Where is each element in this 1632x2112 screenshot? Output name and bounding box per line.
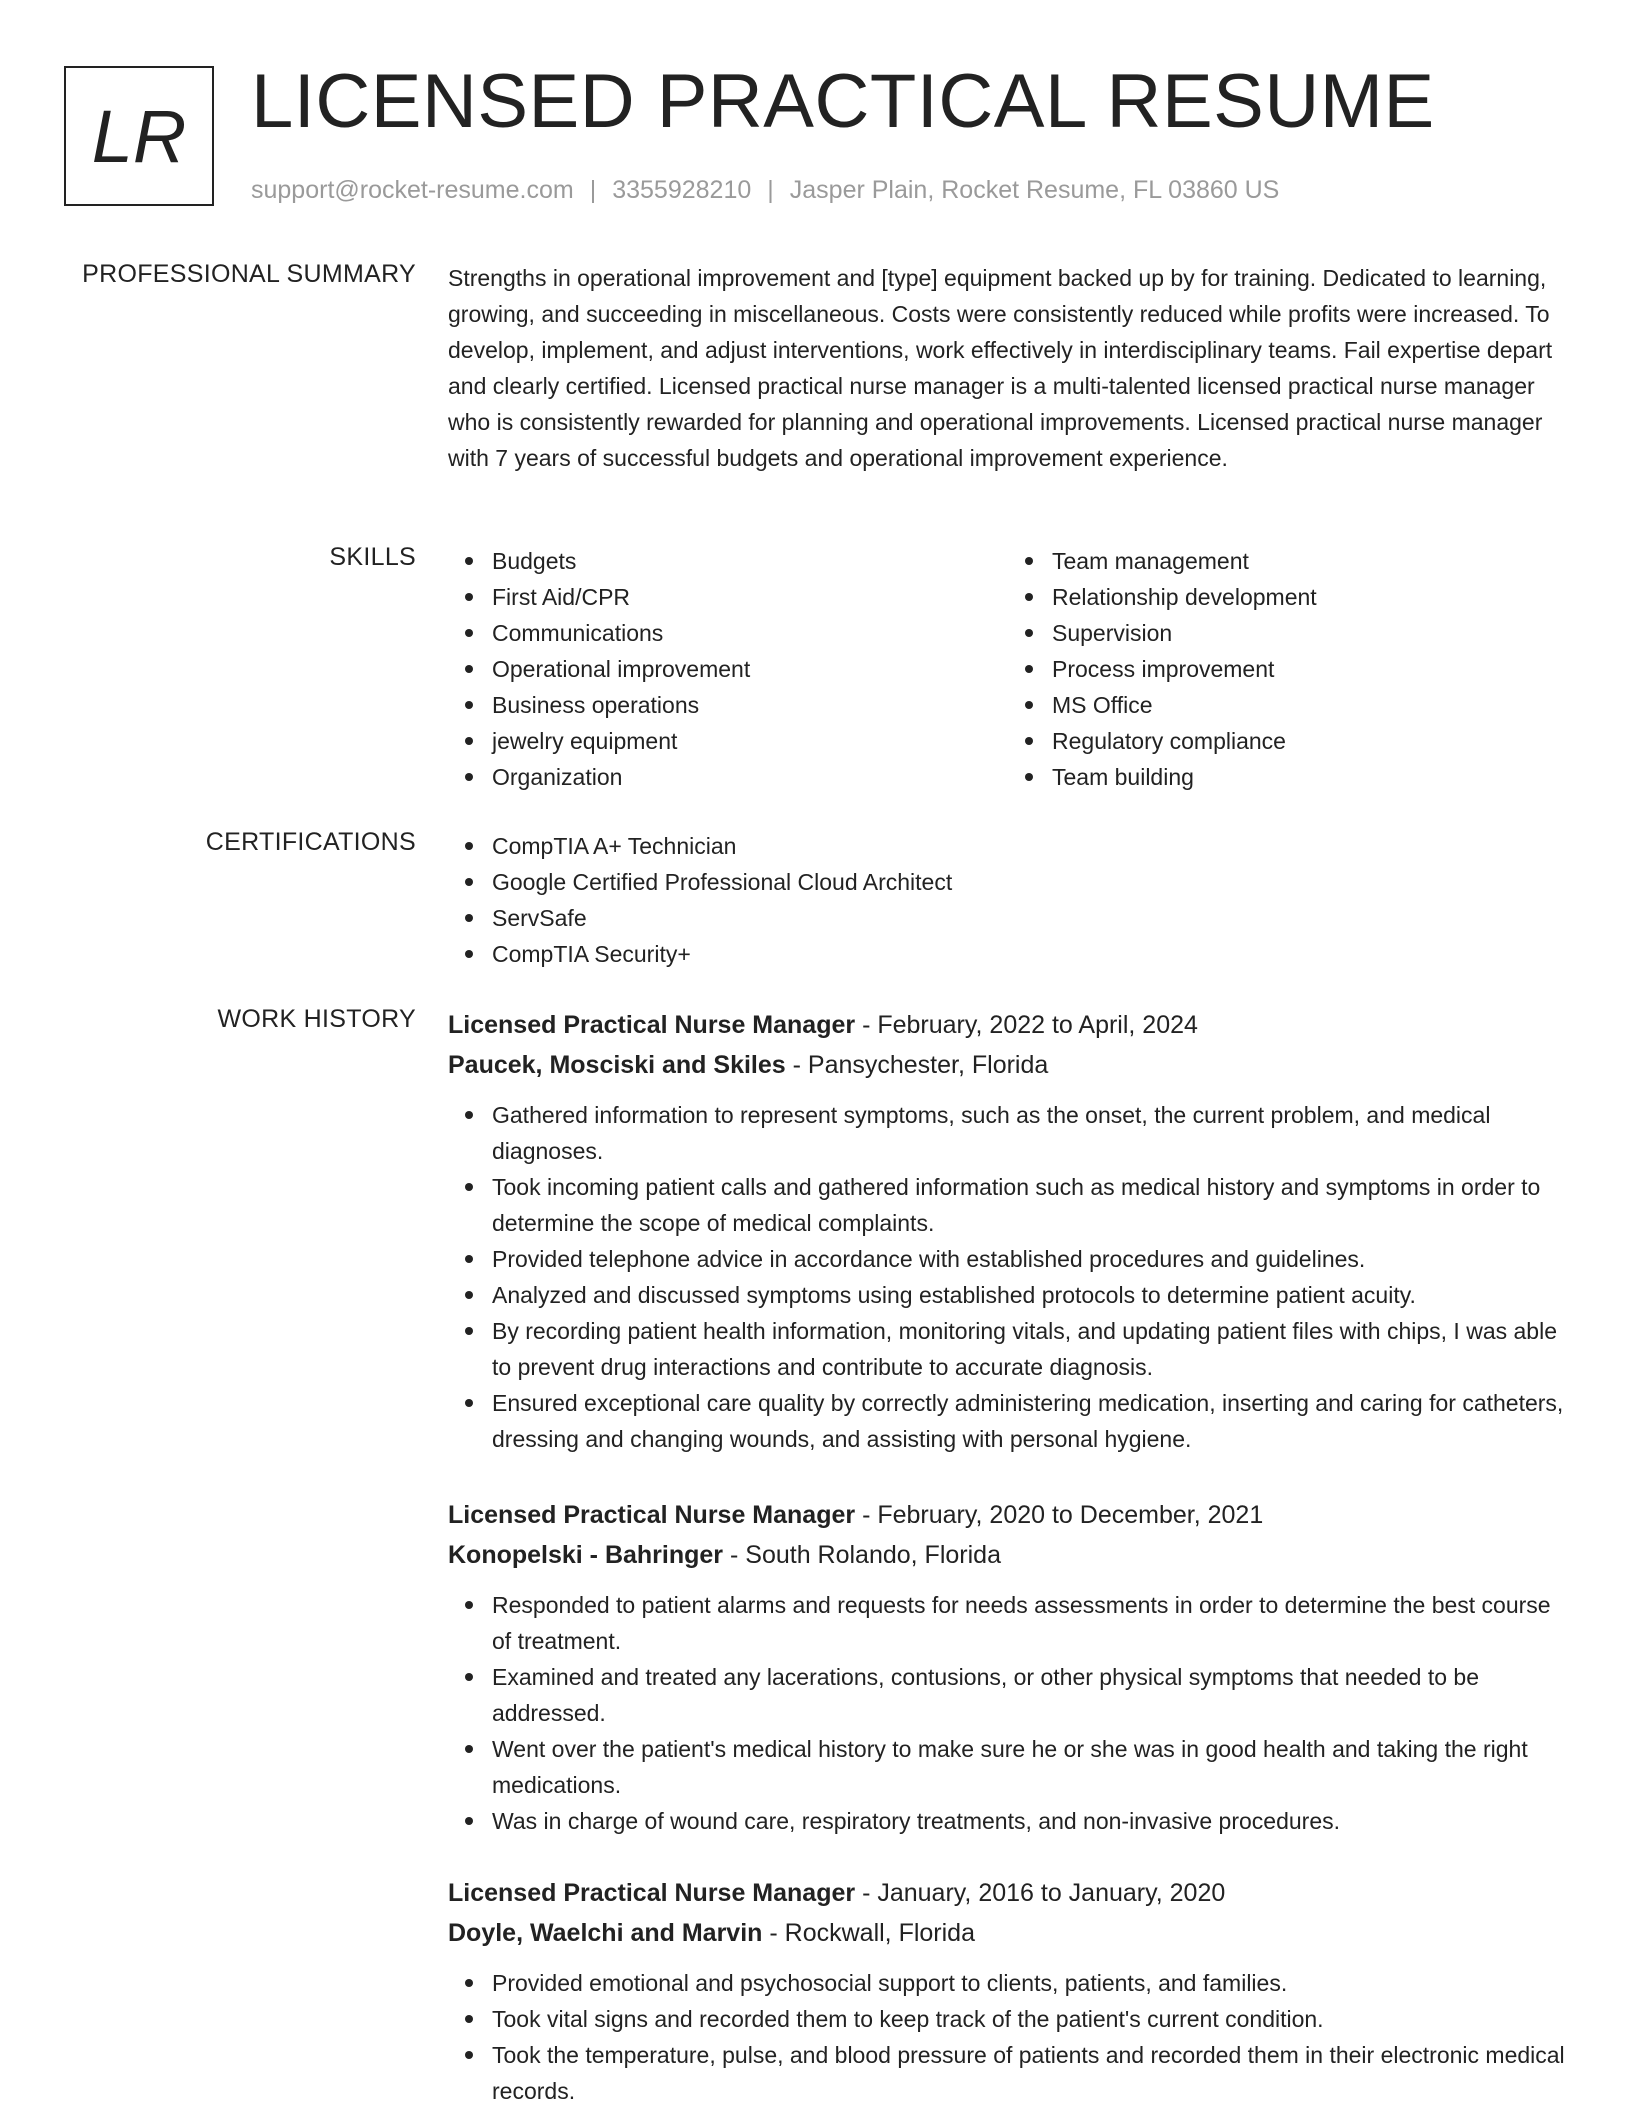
contact-email[interactable]: support@rocket-resume.com bbox=[251, 176, 574, 204]
job-duty: Examined and treated any lacerations, contusions, or other physical symptoms that needed to be addressed. bbox=[492, 1659, 1568, 1731]
job-dates: - January, 2016 to January, 2020 bbox=[855, 1879, 1226, 1907]
job-duty: Ensured exceptional care quality by correctly administering medication, inserting and caring for catheters, dressing and changing wounds, and assisting with personal hygiene. bbox=[492, 1385, 1568, 1457]
job-duty: By recording patient health information, monitoring vitals, and updating patient files with chips, I was able to prevent drug interactions and contribute to accurate diagnosis. bbox=[492, 1313, 1568, 1385]
work-history-heading: WORK HISTORY bbox=[217, 1005, 416, 1033]
certifications-list bbox=[448, 828, 1568, 972]
job-duty: Provided telephone advice in accordance with established procedures and guidelines. bbox=[492, 1241, 1568, 1277]
job-title: Licensed Practical Nurse Manager bbox=[448, 1879, 856, 1907]
job-title-line bbox=[448, 1005, 1568, 1045]
job-duty: Gathered information to represent symptoms, such as the onset, the current problem, and medical diagnoses. bbox=[492, 1097, 1568, 1169]
skill-item: Relationship development bbox=[1052, 579, 1568, 615]
certifications-heading: CERTIFICATIONS bbox=[205, 828, 416, 856]
job-dates: - February, 2020 to December, 2021 bbox=[855, 1501, 1264, 1529]
job-duties-list bbox=[448, 1097, 1568, 1457]
skill-item: Business operations bbox=[492, 687, 1008, 723]
certification-item: Google Certified Professional Cloud Architect bbox=[492, 864, 1568, 900]
job-duty: Was in charge of wound care, respiratory treatments, and non-invasive procedures. bbox=[492, 1803, 1568, 1839]
job-company-line bbox=[448, 1045, 1568, 1085]
job-company: Konopelski - Bahringer bbox=[448, 1541, 724, 1569]
skill-item: Regulatory compliance bbox=[1052, 723, 1568, 759]
job-duties-list bbox=[448, 1965, 1568, 2109]
job-duty: Took vital signs and recorded them to keep track of the patient's current condition. bbox=[492, 2001, 1568, 2037]
skill-item: Operational improvement bbox=[492, 651, 1008, 687]
job-title-line bbox=[448, 1495, 1568, 1535]
summary-text: Strengths in operational improvement and [type] equipment backed up by for training. Dedicated to learning, growing, and succeeding in miscellaneous. Costs were consistently reduced while profits were increased. To develop, implement, and adjust interventions, work effectively in interdisciplinary teams. Fail expertise depart and clearly certified. Licensed practical nurse manager is a multi-talented licensed practical nurse manager who is consistently rewarded for planning and operational improvements. Licensed practical nurse manager with 7 years of successful budgets and operational improvement experience. bbox=[448, 265, 1553, 471]
skill-item: Budgets bbox=[492, 543, 1008, 579]
skill-item: Supervision bbox=[1052, 615, 1568, 651]
contact-separator: | bbox=[767, 176, 774, 204]
contact-line bbox=[251, 176, 1279, 205]
job-duty: Analyzed and discussed symptoms using established protocols to determine patient acuity. bbox=[492, 1277, 1568, 1313]
skills-list-right bbox=[1008, 543, 1568, 795]
skill-item: MS Office bbox=[1052, 687, 1568, 723]
skill-item: Communications bbox=[492, 615, 1008, 651]
job-location: - South Rolando, Florida bbox=[723, 1541, 1001, 1569]
job-title: Licensed Practical Nurse Manager bbox=[448, 1501, 856, 1529]
job-company: Paucek, Mosciski and Skiles bbox=[448, 1051, 786, 1079]
resume-title: LICENSED PRACTICAL RESUME bbox=[251, 59, 1435, 144]
job-duty: Went over the patient's medical history to make sure he or she was in good health and taking the right medications. bbox=[492, 1731, 1568, 1803]
summary-heading: PROFESSIONAL SUMMARY bbox=[82, 260, 416, 288]
contact-separator: | bbox=[589, 176, 597, 204]
job-title: Licensed Practical Nurse Manager bbox=[448, 1011, 856, 1039]
job-title-line bbox=[448, 1873, 1568, 1913]
job-company-line bbox=[448, 1535, 1568, 1575]
skill-item: Team management bbox=[1052, 543, 1568, 579]
certification-item: CompTIA Security+ bbox=[492, 936, 1568, 972]
certification-item: ServSafe bbox=[492, 900, 1568, 936]
job-duty: Took the temperature, pulse, and blood pressure of patients and recorded them in their electronic medical records. bbox=[492, 2037, 1568, 2109]
contact-phone[interactable]: 3355928210 bbox=[612, 176, 752, 204]
job-duty: Responded to patient alarms and requests for needs assessments in order to determine the best course of treatment. bbox=[492, 1587, 1568, 1659]
job-company: Doyle, Waelchi and Marvin bbox=[448, 1919, 763, 1947]
job-dates: - February, 2022 to April, 2024 bbox=[855, 1011, 1198, 1039]
skill-item: First Aid/CPR bbox=[492, 579, 1008, 615]
job-location: - Pansychester, Florida bbox=[785, 1051, 1049, 1079]
job-location: - Rockwall, Florida bbox=[762, 1919, 975, 1947]
skills-list-left bbox=[448, 543, 1008, 795]
skills-heading: SKILLS bbox=[329, 543, 416, 571]
job-duty: Took incoming patient calls and gathered information such as medical history and symptoms in order to determine the scope of medical complaints. bbox=[492, 1169, 1568, 1241]
skill-item: Organization bbox=[492, 759, 1008, 795]
monogram-logo: LR bbox=[64, 66, 214, 206]
job-duties-list bbox=[448, 1587, 1568, 1839]
skill-item: Process improvement bbox=[1052, 651, 1568, 687]
job-company-line bbox=[448, 1913, 1568, 1953]
skill-item: jewelry equipment bbox=[492, 723, 1008, 759]
contact-address: Jasper Plain, Rocket Resume, FL 03860 US bbox=[789, 176, 1280, 204]
certification-item: CompTIA A+ Technician bbox=[492, 828, 1568, 864]
skill-item: Team building bbox=[1052, 759, 1568, 795]
job-duty: Provided emotional and psychosocial support to clients, patients, and families. bbox=[492, 1965, 1568, 2001]
